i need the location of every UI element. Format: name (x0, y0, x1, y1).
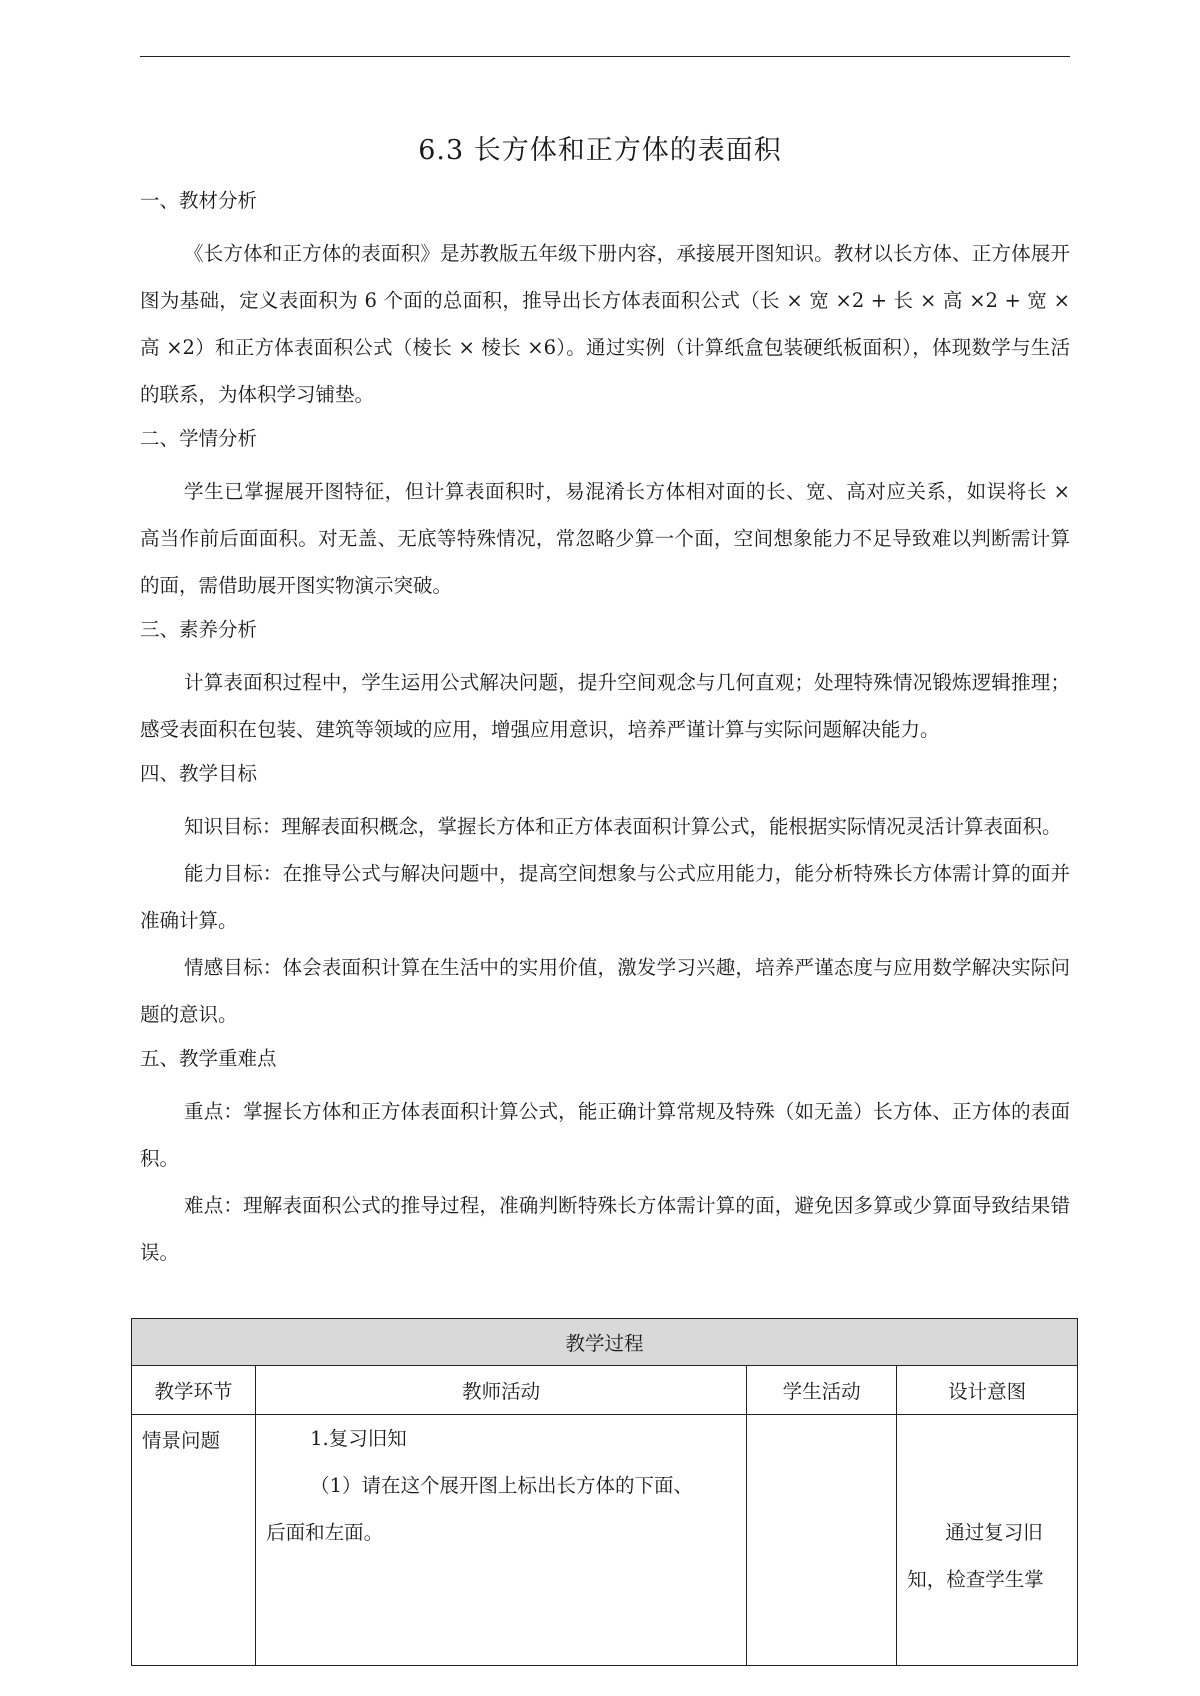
paragraph-emotion-goal: 情感目标：体会表面积计算在生活中的实用价值，激发学习兴趣，培养严谨态度与应用数学解决实际问题的意识。 (140, 956, 1070, 1026)
intent-text: 通过复习旧知，检查学生掌 (907, 1521, 1044, 1591)
paragraph-knowledge-goal: 知识目标：理解表面积概念，掌握长方体和正方体表面积计算公式，能根据实际情况灵活计算表面积。 (184, 815, 1062, 838)
teacher-line: 1.复习旧知 (310, 1427, 407, 1450)
column-header-student-activity: 学生活动 (747, 1366, 897, 1415)
column-header-stage: 教学环节 (132, 1366, 256, 1415)
table-row (132, 1415, 1078, 1666)
document-title: 6.3 长方体和正方体的表面积 (418, 135, 782, 166)
section-heading-literacy-analysis: 三、素养分析 (140, 618, 258, 641)
header-rule (140, 56, 1070, 57)
teacher-line: 后面和左面。 (266, 1521, 384, 1544)
cell-stage: 情景问题 (132, 1415, 256, 1666)
section-heading-key-difficult-points: 五、教学重难点 (140, 1047, 277, 1070)
paragraph-key-point: 重点：掌握长方体和正方体表面积计算公式，能正确计算常规及特殊（如无盖）长方体、正方体的表面积。 (140, 1100, 1070, 1170)
column-header-teacher-activity: 教师活动 (256, 1366, 747, 1415)
section-heading-teaching-goals: 四、教学目标 (140, 762, 258, 785)
teaching-process-table (131, 1318, 1078, 1666)
section-heading-textbook-analysis: 一、教材分析 (140, 189, 258, 212)
paragraph-student-analysis: 学生已掌握展开图特征，但计算表面积时，易混淆长方体相对面的长、宽、高对应关系，如误将长 × 高当作前后面面积。对无盖、无底等特殊情况，常忽略少算一个面，空间想象能力不足导致难以判断需计算的面，需借助展开图实物演示突破。 (140, 480, 1070, 597)
table-caption: 教学过程 (132, 1319, 1078, 1366)
paragraph-difficult-point: 难点：理解表面积公式的推导过程，准确判断特殊长方体需计算的面，避免因多算或少算面导致结果错误。 (140, 1194, 1070, 1264)
teacher-line: （1）请在这个展开图上标出长方体的下面、 (310, 1474, 694, 1497)
cell-design-intent (897, 1415, 1078, 1666)
cell-teacher-activity (256, 1415, 747, 1666)
paragraph-textbook-analysis: 《长方体和正方体的表面积》是苏教版五年级下册内容，承接展开图知识。教材以长方体、正方体展开图为基础，定义表面积为 6 个面的总面积，推导出长方体表面积公式（长 × 宽 ×2 + 长 × 高 ×2 + 宽 × 高 ×2）和正方体表面积公式（棱长 × 棱长 ×6）。通过实例（计算纸盒包装硬纸板面积），体现数学与生活的联系，为体积学习铺垫。 (140, 242, 1070, 406)
document-body (140, 186, 1070, 1276)
column-header-design-intent: 设计意图 (897, 1366, 1078, 1415)
paragraph-literacy-analysis: 计算表面积过程中，学生运用公式解决问题，提升空间观念与几何直观；处理特殊情况锻炼逻辑推理；感受表面积在包装、建筑等领域的应用，增强应用意识，培养严谨计算与实际问题解决能力。 (140, 671, 1070, 741)
cell-student-activity (747, 1415, 897, 1666)
section-heading-student-analysis: 二、学情分析 (140, 427, 258, 450)
paragraph-ability-goal: 能力目标：在推导公式与解决问题中，提高空间想象与公式应用能力，能分析特殊长方体需计算的面并准确计算。 (140, 862, 1070, 932)
